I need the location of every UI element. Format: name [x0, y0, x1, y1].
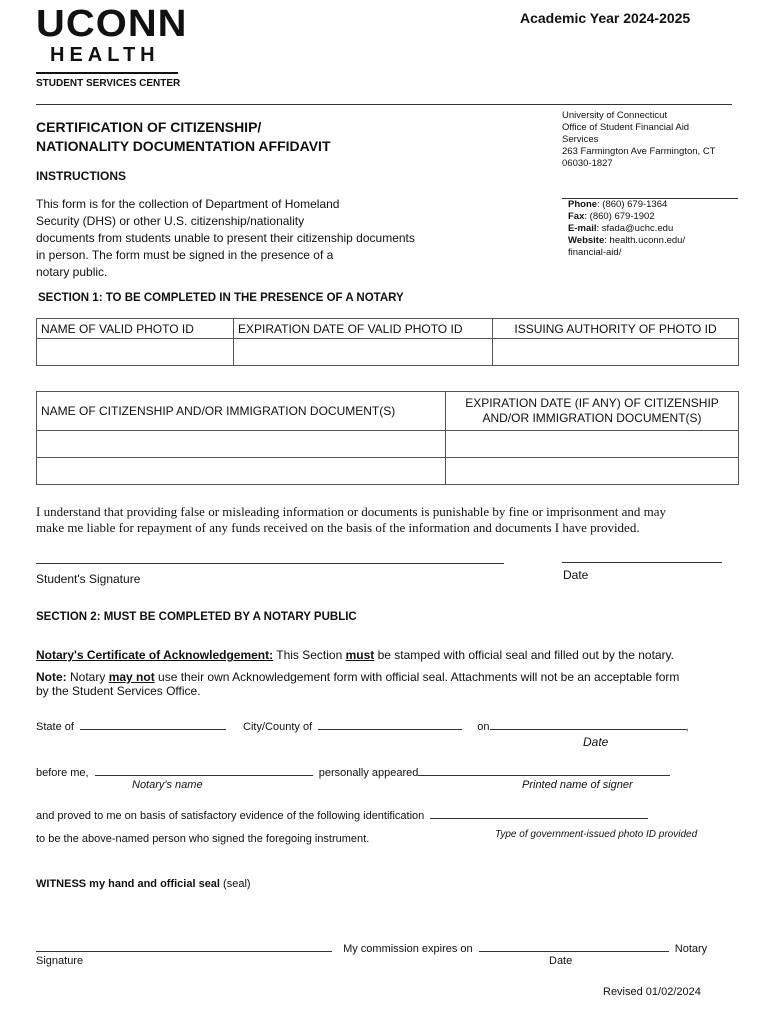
address-line: Services [562, 134, 599, 145]
instructions-line: This form is for the collection of Department of Homeland [36, 197, 340, 211]
website-label: Website [568, 235, 605, 246]
certificate-must: must [345, 648, 375, 662]
phone-label: Phone [568, 199, 598, 210]
statement-line: make me liable for repayment of any funds received on the basis of the information and documents I have provided. [36, 520, 640, 535]
state-of-label: State of [36, 721, 74, 733]
form-title-line2: NATIONALITY DOCUMENTATION AFFIDAVIT [36, 138, 331, 154]
note-may-not: may not [108, 670, 155, 684]
email-label: E-mail [568, 223, 597, 234]
address-line: 263 Farmington Ave Farmington, CT [562, 146, 716, 157]
email-value[interactable]: : sfada@uchc.edu [596, 223, 674, 234]
city-county-label: City/County of [243, 721, 313, 733]
address-line: 06030-1827 [562, 158, 613, 169]
col-header-authority: ISSUING AUTHORITY OF PHOTO ID [493, 319, 739, 339]
address-line: Office of Student Financial Aid [562, 122, 690, 133]
commission-date-caption: Date [549, 955, 573, 967]
liability-statement [36, 504, 736, 536]
photo-id-expiration-field[interactable] [234, 339, 493, 366]
before-me-row [36, 765, 670, 779]
note-post: use their own Acknowledgement form with official seal. Attachments will not be an acceptable form [154, 670, 680, 684]
logo-divider [36, 72, 178, 74]
website-line [568, 235, 738, 247]
doc-name-field[interactable] [37, 431, 446, 458]
commission-label: My commission expires on [343, 943, 473, 955]
col-header-expiration: EXPIRATION DATE OF VALID PHOTO ID [234, 319, 493, 339]
form-title-line1: CERTIFICATION OF CITIZENSHIP/ [36, 119, 262, 135]
contact-info [568, 199, 738, 259]
fax-label: Fax [568, 211, 585, 222]
seal-label: (seal) [219, 878, 251, 890]
section1-heading: SECTION 1: TO BE COMPLETED IN THE PRESENCE OF A NOTARY [38, 292, 404, 304]
office-address [562, 110, 742, 170]
col-header-photo-id: NAME OF VALID PHOTO ID [37, 319, 234, 339]
state-of-row [36, 719, 689, 733]
comma: , [685, 721, 689, 733]
section2-heading: SECTION 2: MUST BE COMPLETED BY A NOTARY PUBLIC [36, 611, 357, 623]
id-type-caption: Type of government-issued photo ID provided [495, 829, 698, 840]
signer-name-caption: Printed name of signer [522, 779, 633, 791]
certificate-text [36, 648, 674, 662]
witness-label: WITNESS my hand and official seal [36, 878, 220, 890]
certificate-pre: This Section [273, 648, 346, 662]
certificate-label: Notary's Certificate of Acknowledgement: [36, 648, 274, 662]
note-line2: by the Student Services Office. [36, 684, 201, 698]
address-line: University of Connecticut [562, 110, 668, 121]
note-pre: Notary [66, 670, 109, 684]
notary-name-field[interactable] [95, 765, 313, 776]
logo-health: HEALTH [50, 44, 160, 66]
state-field[interactable] [80, 719, 226, 730]
instructions-line: notary public. [36, 265, 108, 279]
date-field[interactable] [490, 719, 686, 730]
notary-word: Notary [674, 943, 708, 955]
instructions-text [36, 196, 446, 281]
col-header-doc-expiration [446, 392, 739, 431]
revised-date: Revised 01/02/2024 [603, 986, 701, 998]
form-title [36, 118, 331, 156]
doc-expiration-header-line: EXPIRATION DATE (IF ANY) OF CITIZENSHIP [465, 396, 719, 410]
commission-row [36, 941, 707, 955]
photo-id-name-field[interactable] [37, 339, 234, 366]
proved-row [36, 808, 648, 822]
student-signature-line[interactable] [36, 562, 504, 564]
instructions-heading: INSTRUCTIONS [36, 169, 126, 183]
fax-line [568, 211, 738, 223]
signature-caption: Signature [36, 955, 84, 967]
instructions-line: documents from students unable to present their citizenship documents [36, 231, 415, 245]
academic-year: Academic Year 2024-2025 [520, 10, 691, 26]
commission-date-field[interactable] [479, 941, 669, 952]
col-header-doc-name: NAME OF CITIZENSHIP AND/OR IMMIGRATION DOCUMENT(S) [37, 392, 446, 431]
on-label: on [477, 721, 490, 733]
photo-id-authority-field[interactable] [493, 339, 739, 366]
header-rule [36, 104, 732, 105]
website-value-cont[interactable]: financial-aid/ [568, 247, 622, 258]
proved-label: and proved to me on basis of satisfactory evidence of the following identification [36, 810, 425, 822]
phone-line [568, 199, 738, 211]
doc-name-field[interactable] [37, 458, 446, 485]
instructions-line: Security (DHS) or other U.S. citizenship/nationality [36, 214, 305, 228]
signer-name-field[interactable] [418, 765, 670, 776]
doc-expiration-header-line: AND/OR IMMIGRATION DOCUMENT(S) [482, 411, 702, 425]
id-type-field[interactable] [430, 808, 648, 819]
citizenship-doc-table [36, 391, 739, 485]
note-label: Note: [36, 670, 67, 684]
above-named-text: to be the above-named person who signed the foregoing instrument. [36, 833, 370, 845]
student-signature-label: Student's Signature [36, 572, 141, 586]
before-me-label: before me, [36, 767, 89, 779]
certificate-post: be stamped with official seal and filled out by the notary. [374, 648, 675, 662]
email-line [568, 223, 738, 235]
fax-value: : (860) 679-1902 [584, 211, 655, 222]
photo-id-table [36, 318, 739, 366]
notary-name-caption: Notary's name [132, 779, 203, 791]
instructions-line: in person. The form must be signed in the presence of a [36, 248, 334, 262]
student-date-label: Date [563, 568, 589, 582]
statement-line: I understand that providing false or misleading information or documents is punishable by fine or imprisonment and may [36, 504, 667, 519]
student-date-line[interactable] [562, 562, 722, 563]
website-value[interactable]: : health.uconn.edu/ [604, 235, 686, 246]
note-text [36, 670, 736, 698]
phone-value: : (860) 679-1364 [597, 199, 668, 210]
logo-uconn: UCONN [36, 3, 188, 45]
logo-subtitle: STUDENT SERVICES CENTER [36, 78, 181, 89]
witness-text [36, 878, 251, 890]
personally-appeared-label: personally appeared [318, 767, 419, 779]
notary-signature-field[interactable] [36, 941, 332, 952]
doc-expiration-field[interactable] [446, 458, 739, 485]
doc-expiration-field[interactable] [446, 431, 739, 458]
city-county-field[interactable] [318, 719, 462, 730]
date-caption: Date [583, 735, 609, 749]
